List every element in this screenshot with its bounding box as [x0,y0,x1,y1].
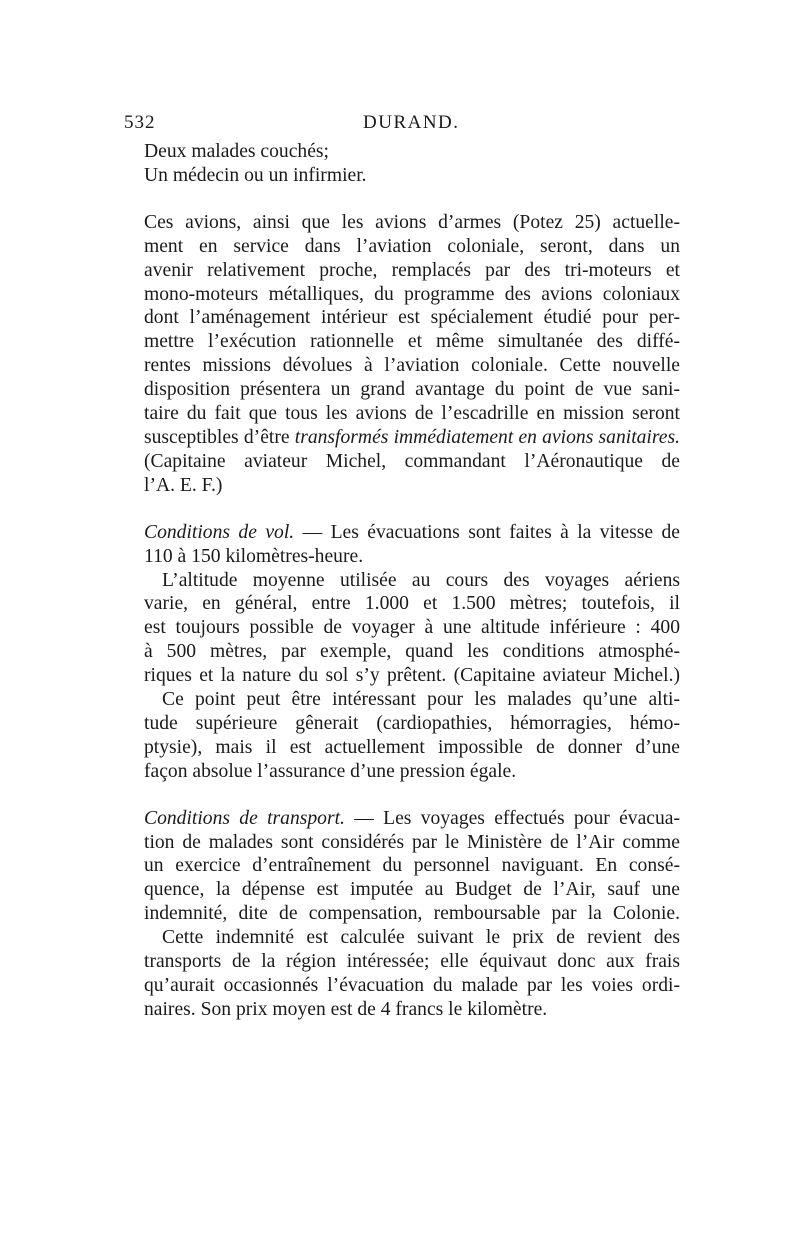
text-line: transports de la région intéressée; elle équivaut donc aux frais [144,951,680,973]
text-line: l’A. E. F.) [144,474,223,496]
text-line: tude supérieure gênerait (cardiopathies, hémorragies, hémo- [144,712,680,734]
list-item: Deux malades couchés; [144,141,329,162]
text-line: Cette indemnité est calculée suivant le prix de revient des [162,927,680,949]
text-line: riques et la nature du sol s’y prêtent. (Capitaine aviateur Michel.) [144,665,680,687]
text-line: qu’aurait occasionnés l’évacuation du malade par les voies ordi- [144,975,680,996]
section-conditions-de-vol [144,521,680,569]
intro-list [144,140,680,188]
text-line: 110 à 150 kilomètres-heure. [144,545,364,567]
section-heading-italic: Conditions de vol. [144,521,295,543]
list-item: Un médecin ou un infirmier. [144,164,367,186]
text-line: mettre l’exécution rationnelle et même simultanée des diffé- [144,331,680,353]
text-line: avenir relativement proche, remplacés par des tri-moteurs et [144,259,680,281]
page [124,112,680,1022]
text-line: Ces avions, ainsi que les avions d’armes (Potez 25) actuelle- [144,211,680,233]
text-line: naires. Son prix moyen est de 4 francs le kilomètre. [144,998,548,1020]
paragraph-pression [144,688,680,784]
text-line: est toujours possible de voyager à une altitude inférieure : 400 [144,617,680,639]
running-head [124,112,680,140]
text-line [144,426,680,450]
text-line: ment en service dans l’aviation coloniale, seront, dans un [144,235,680,257]
text-line: varie, en général, entre 1.000 et 1.500 mètres; toutefois, il [144,593,680,615]
text-line: façon absolue l’assurance d’une pression égale. [144,760,517,782]
text-line: Ce point peut être intéressant pour les malades qu’une alti- [162,689,680,711]
text-line: un exercice d’entraînement du personnel naviguant. En consé- [144,855,680,877]
text-run: — Les évacuations sont faites à la vitesse de [294,521,680,543]
text-line: tion de malades sont considérés par le Ministère de l’Air comme [144,831,680,853]
section-conditions-de-transport [144,807,680,927]
running-title: DURAND. [363,112,460,133]
text-line: disposition présentera un grand avantage du point de vue sani- [144,379,680,401]
text-line: ptysie), mais il est actuellement impossible de donner d’une [144,736,680,758]
text-line: mono-moteurs métalliques, du programme des avions coloniaux [144,283,680,305]
paragraph-avions [144,211,680,498]
text-run: — Les voyages effectués pour évacua- [344,807,680,829]
text-line: indemnité, dite de compensation, remboursable par la Colonie. [144,903,680,925]
text-line: (Capitaine aviateur Michel, commandant l’Aéronautique de [144,450,680,472]
paragraph-indemnite [144,926,680,1022]
italic-emphasis: transformés immédiatement en avions sanitaires. [294,426,680,448]
text-line: rentes missions dévolues à l’aviation coloniale. Cette nouvelle [144,355,680,377]
text-line: quence, la dépense est imputée au Budget de l’Air, sauf une [144,879,680,901]
text-run: susceptibles d’être [144,426,295,448]
text-line: dont l’aménagement intérieur est spécialement étudié pour per- [144,307,680,329]
text-line: L’altitude moyenne utilisée au cours des voyages aériens [162,569,680,591]
text-line: à 500 mètres, par exemple, quand les conditions atmosphé- [144,641,680,663]
text-line [144,521,680,545]
text-line: taire du fait que tous les avions de l’escadrille en mission seront [144,403,680,425]
text-line [144,807,680,831]
paragraph-altitude [144,569,680,689]
section-heading-italic: Conditions de transport. [144,807,345,829]
page-number: 532 [124,112,156,133]
